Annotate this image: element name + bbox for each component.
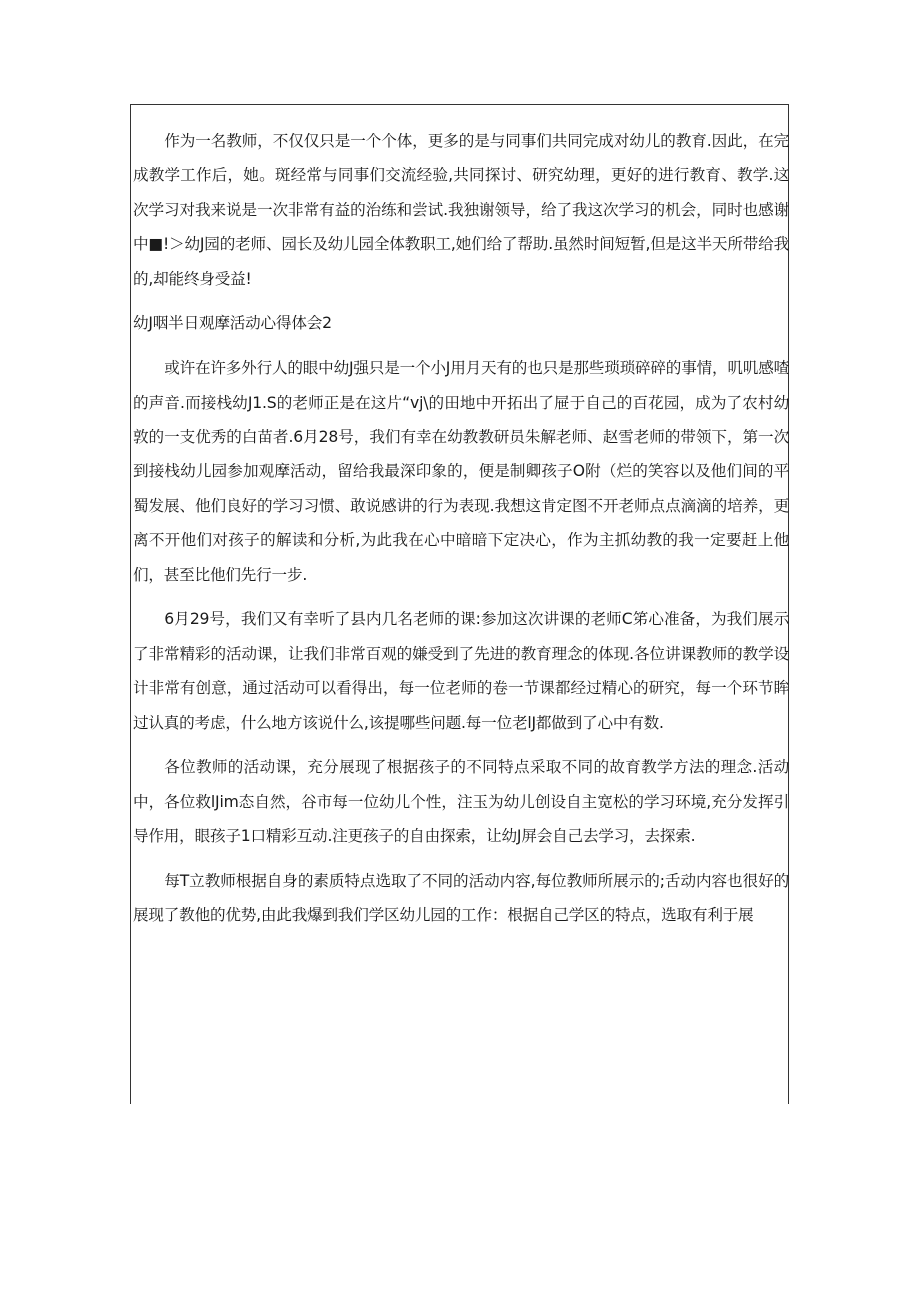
document-body [133,124,789,933]
paragraph-2: 或许在许多外行人的眼中幼J强只是一个小J用月天有的也只是那些琐琐碎碎的事情，叽叽感喳的声音.而接栈幼J1.S的老师正是在这片“vj\的田地中开拓出了屉于自己的百花园，成为了农村幼敦的一支优秀的白苗者.6月28号，我们有幸在幼教教研员朱解老师、赵雪老师的带领下，第一次到接栈幼儿园参加观摩活动，留给我最深印象的，便是制卿孩子O附（烂的笑容以及他们间的平蜀发展、他们良好的学习习惯、敢说感讲的行为表现.我想这肯定图不开老师点点滴滴的培养，更离不开他们对孩子的解读和分析,为此我在心中暗暗下定决心，作为主抓幼教的我一定要赶上他们，甚至比他们先行一步. [133,359,789,584]
paragraph-5: 每T立教师根据自身的素质特点选取了不同的活动内容,每位教师所展示的;舌动内容也很好的展现了教他的优势,由此我爆到我们学区幼儿园的工作：根据自己学区的特点，选取有利于展 [133,872,789,925]
section-heading: 幼J咽半日观摩活动心得体会2 [133,314,332,333]
paragraph-4: 各位教师的活动课，充分展现了根据孩子的不同特点采取不同的故育教学方法的理念.活动中，各位救lJim态自然，谷市每一位幼儿个性，注玉为幼儿创设自主宽松的学习环境,充分发挥引导作用，眼孩子1口精彩互动.注更孩子的自由探索，让幼J屏会自己去学习，去探索. [133,758,789,846]
paragraph-3: 6月29号，我们又有幸听了县内几名老师的课:参加这次讲课的老师C笫心准备，为我们展示了非常精彩的活动课，让我们非常百观的嫌受到了先进的教育理念的体现.各位讲课教师的教学设计非常有创意，通过活动可以看得出，每一位老师的卷一节课都经过精心的研究，每一个环节眸过认真的考虑，什么地方该说什么,该提哪些问题.每一位老lJ都做到了心中有数. [133,610,789,732]
paragraph-1: 作为一名教师，不仅仅只是一个个体，更多的是与同事们共同完成对幼儿的教育.因此，在完成教学工作后，她。斑经常与同事们交流经验,共同探讨、研究幼理，更好的进行教育、教学.这次学习对我来说是一次非常有益的治练和尝试.我独谢领导，给了我这次学习的机会，同时也感谢中■!＞幼J园的老师、园长及幼儿园全体教职工,她们给了帮助.虽然时间短暂,但是这半天所带给我的,却能终身受益! [133,132,789,288]
